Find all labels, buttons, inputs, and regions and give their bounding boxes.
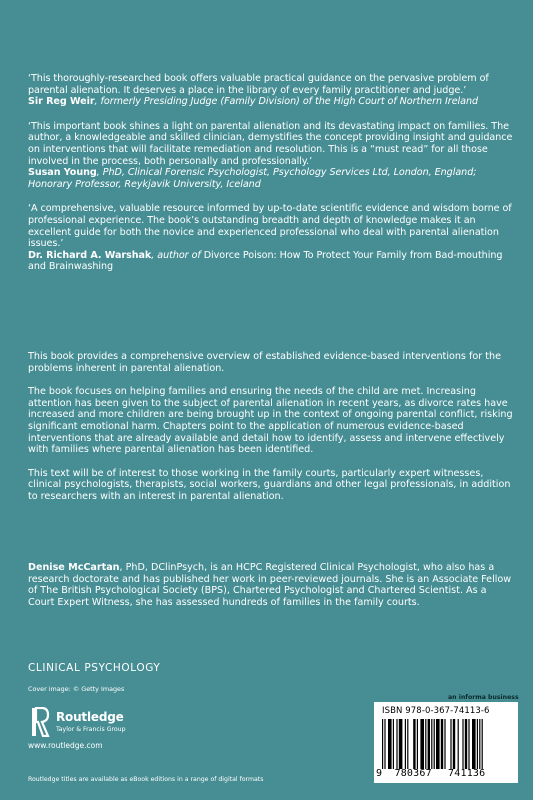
author-bio [28,562,514,608]
barcode-bar [388,719,392,769]
routledge-logo-icon [30,707,50,737]
barcode-bar [393,719,394,769]
endorsement-role: , author of [151,249,204,261]
endorsement-role: , formerly Presiding Judge (Family Division) of the High Court of Northern Ireland [94,96,479,108]
barcode-bar [425,719,426,769]
ean-left-group: 780367 [394,768,432,779]
barcode-bar [436,719,440,769]
barcode-bar [444,719,445,769]
endorsement-book-title: Divorce Poison: How To Protect Your Family from Bad-mouthing and Brainwashing [28,249,503,273]
endorsement-3 [28,203,514,273]
endorsement-author: Sir Reg Weir [28,96,95,108]
barcode-bar [434,719,435,769]
barcode-bar [482,719,483,769]
ean-right-group: 741136 [448,768,486,779]
description-paragraph: This book provides a comprehensive overview of established evidence-based interventions for the problems inherent in parental alienation. [28,351,501,374]
endorsement-quote: ‘A comprehensive, valuable resource informed by up-to-date scientific evidence and wisdom borne of professional experience. The book’s outstanding breadth and depth of knowledge makes it an excellent guide for both the novice and experienced professional who deal with parental alienation issues.’ [28,203,512,250]
barcode-bar [428,719,430,769]
barcode-bar [396,719,397,769]
author-name: Denise McCartan [28,562,120,573]
barcode-bar [399,719,403,769]
barcode-bar [382,719,383,769]
endorsement-role: , PhD, Clinical Forensic Psychologist, Psychology Services Ltd, London, England; Honorary Professor, Reykjavik University, Iceland [28,167,477,190]
endorsements [28,73,514,286]
ean-digits [376,768,516,779]
barcode-icon [380,719,512,769]
endorsement-author: Dr. Richard A. Warshak [28,249,152,261]
barcode-bar [458,719,459,769]
barcode-bar [453,719,455,769]
informa-business-tag: an informa business [448,694,519,701]
book-description [28,351,514,515]
barcode-bar [465,719,467,769]
endorsement-2 [28,121,514,191]
barcode-bar [420,719,424,769]
author-bio-text: , PhD, DClinPsych, is an HCPC Registered Clinical Psychologist, who also has a research doctorate and has published her work in peer-reviewed journals. She is an Associate Fellow of The British Psychological Society (BPS), Chartered Psychologist and Chartered Scientist. As a Court Expert Witness, she has assessed hundreds of families in the family courts. [28,562,512,608]
barcode-bar [472,719,476,769]
publisher-name: Routledge [56,710,124,724]
description-paragraph: This text will be of interest to those working in the family courts, particularly expert witnesses, clinical psychologists, therapists, social workers, guardians and other legal professionals, in addition to researchers with an interest in parental alienation. [28,467,511,502]
publisher-logo [30,707,140,739]
barcode-bar [462,719,463,769]
publisher-url[interactable]: www.routledge.com [28,741,103,750]
barcode-bar [431,719,432,769]
endorsement-author: Susan Young [28,167,97,179]
endorsement-quote: ‘This thoroughly-researched book offers valuable practical guidance on the pervasive problem of parental alienation. It deserves a place in the library of every family practitioner and judge.’ [28,73,489,96]
barcode-panel [374,702,518,783]
barcode-bar [405,719,406,769]
cover-image-credit: Cover image: © Getty Images [28,685,125,693]
barcode-bar [479,719,480,769]
barcode-bar [413,719,415,769]
description-paragraph: The book focuses on helping families and ensuring the needs of the child are met. Increasing attention has been given to the subject of parental alienation in recent years, as divorce rates have increased and more children are being brought up in the context of ongoing parental conflict, risking significant emotional harm. Chapters point to the application of numerous evidence-based interventions that are already available and detail how to identify, assess and intervene effectively with families where parental alienation has been identified. [28,386,513,456]
barcode-bar [417,719,418,769]
ebook-note: Routledge titles are available as eBook editions in a range of digital formats [28,776,264,783]
barcode-bar [441,719,443,769]
barcode-bar [450,719,451,769]
barcode-bar [407,719,408,769]
subject-category: CLINICAL PSYCHOLOGY [28,662,161,674]
ean-first-digit: 9 [376,768,383,779]
endorsement-quote: ‘This important book shines a light on parental alienation and its devastating impact on families. The author, a knowledgeable and skilled clinician, demystifies the concept providing insight and guidance on interventions that will facilitate remediation and resolution. This is a “must read” for all those involved in the process, both personally and professionally.’ [28,120,513,167]
isbn-number: ISBN 978-0-367-74113-6 [382,706,490,716]
endorsement-1 [28,73,514,108]
barcode-bar [384,719,385,769]
publisher-group: Taylor & Francis Group [56,726,126,733]
barcode-bar [468,719,469,769]
barcode-bar [477,719,478,769]
